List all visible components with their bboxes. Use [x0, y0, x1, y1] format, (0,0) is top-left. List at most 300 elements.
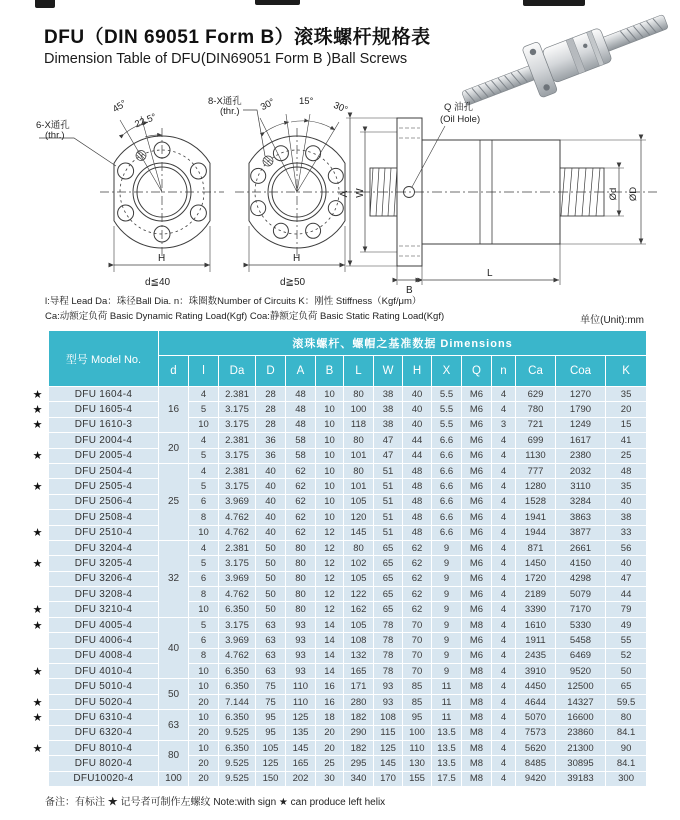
star-placeholder	[27, 756, 49, 771]
column-header-Da: Da	[219, 356, 256, 387]
spec-cell: 9	[432, 664, 462, 679]
star-placeholder	[27, 510, 49, 525]
spec-cell: 4	[492, 494, 516, 509]
spec-cell: M8	[462, 694, 492, 709]
spec-cell: M8	[462, 725, 492, 740]
spec-cell: 10	[316, 448, 344, 463]
spec-cell: 48	[286, 402, 316, 417]
spec-cell: 40	[403, 387, 432, 402]
spec-cell: 52	[606, 648, 647, 663]
spec-cell: 9	[432, 602, 462, 617]
spec-cell: 80	[286, 587, 316, 602]
spec-cell: 6.350	[219, 710, 256, 725]
spec-cell: 63	[256, 664, 286, 679]
star-placeholder	[27, 648, 49, 663]
spec-cell: 8	[189, 510, 219, 525]
d-group-cell: 40	[159, 617, 189, 679]
spec-cell: 62	[286, 494, 316, 509]
spec-cell: 20	[606, 402, 647, 417]
spec-cell: 108	[344, 633, 374, 648]
spec-cell: 14	[316, 664, 344, 679]
spec-cell: 12	[316, 525, 344, 540]
spec-cell: 12	[316, 587, 344, 602]
spec-cell: 62	[403, 540, 432, 555]
legend-line-2: Ca:动额定负荷 Basic Dynamic Rating Load(Kgf) Coa:静额定负荷 Basic Static Rating Load(Kgf)	[45, 310, 445, 322]
spec-cell: 1610	[516, 617, 556, 632]
dimension-diagram	[12, 92, 672, 294]
spec-cell: 39183	[556, 771, 606, 786]
spec-cell: 48	[403, 494, 432, 509]
flange-large-cond: d≧50	[280, 277, 306, 288]
spec-cell: 65	[374, 602, 403, 617]
spec-cell: 41	[606, 433, 647, 448]
spec-cell: 110	[286, 679, 316, 694]
table-row	[27, 463, 647, 478]
spec-cell: 9	[432, 587, 462, 602]
spec-cell: 50	[256, 602, 286, 617]
spec-cell: 10	[316, 433, 344, 448]
spec-cell: 4	[189, 387, 219, 402]
spec-cell: 5	[189, 556, 219, 571]
spec-cell: 1790	[556, 402, 606, 417]
spec-cell: 4.762	[219, 587, 256, 602]
flange-view-small	[39, 116, 224, 272]
left-helix-star: ★	[27, 617, 49, 632]
spec-cell: 48	[606, 463, 647, 478]
spec-cell: 5	[189, 448, 219, 463]
spec-cell: 7170	[556, 602, 606, 617]
spec-cell: 721	[516, 417, 556, 432]
spec-cell: 10	[316, 387, 344, 402]
table-row	[27, 664, 647, 679]
column-header-B: B	[316, 356, 344, 387]
spec-cell: 118	[344, 417, 374, 432]
spec-cell: 5330	[556, 617, 606, 632]
spec-cell: 162	[344, 602, 374, 617]
spec-cell: 4	[492, 710, 516, 725]
spec-cell: 84.1	[606, 725, 647, 740]
spec-cell: 1270	[556, 387, 606, 402]
title-block	[44, 22, 431, 67]
spec-cell: 4	[492, 679, 516, 694]
spec-cell: 2.381	[219, 540, 256, 555]
model-no: DFU 1605-4	[49, 402, 159, 417]
spec-cell: 10	[189, 664, 219, 679]
spec-cell: 12500	[556, 679, 606, 694]
spec-cell: 8485	[516, 756, 556, 771]
spec-cell: 4	[492, 756, 516, 771]
spec-cell: 80	[344, 540, 374, 555]
spec-cell: 44	[403, 433, 432, 448]
spec-cell: 80	[344, 433, 374, 448]
column-header-A: A	[286, 356, 316, 387]
spec-cell: 51	[374, 525, 403, 540]
spec-cell: 145	[286, 740, 316, 755]
spec-cell: 8	[189, 587, 219, 602]
spec-cell: 20	[189, 756, 219, 771]
table-row	[27, 648, 647, 663]
spec-cell: 170	[374, 771, 403, 786]
spec-cell: 93	[286, 648, 316, 663]
model-column-header: 型号 Model No.	[49, 331, 159, 387]
spec-cell: 10	[316, 417, 344, 432]
flange-small-h-label: H	[158, 253, 166, 264]
d-group-cell: 32	[159, 540, 189, 617]
spec-cell: 11	[432, 694, 462, 709]
spec-cell: 105	[344, 617, 374, 632]
spec-cell: 295	[344, 756, 374, 771]
star-placeholder	[27, 571, 49, 586]
side-dim-b: B	[406, 285, 413, 294]
spec-cell: 5	[189, 479, 219, 494]
spec-cell: 12	[316, 571, 344, 586]
spec-cell: 50	[256, 571, 286, 586]
spec-cell: 4	[492, 540, 516, 555]
spec-cell: 150	[256, 771, 286, 786]
spec-cell: 3.175	[219, 556, 256, 571]
spec-cell: 70	[403, 617, 432, 632]
spec-cell: 4	[189, 463, 219, 478]
spec-cell: 18	[316, 710, 344, 725]
spec-cell: 110	[403, 740, 432, 755]
spec-cell: 1280	[516, 479, 556, 494]
spec-cell: 1249	[556, 417, 606, 432]
spec-cell: 5.5	[432, 417, 462, 432]
column-header-l: l	[189, 356, 219, 387]
spec-cell: M6	[462, 571, 492, 586]
spec-cell: 10	[316, 510, 344, 525]
spec-cell: 4	[492, 587, 516, 602]
spec-cell: 5070	[516, 710, 556, 725]
table-row	[27, 756, 647, 771]
spec-cell: 290	[344, 725, 374, 740]
table-row	[27, 617, 647, 632]
spec-cell: 48	[403, 463, 432, 478]
spec-cell: 4	[492, 525, 516, 540]
spec-cell: M6	[462, 540, 492, 555]
spec-cell: 4450	[516, 679, 556, 694]
table-row	[27, 725, 647, 740]
table-row	[27, 571, 647, 586]
spec-cell: 155	[403, 771, 432, 786]
spec-cell: 6.6	[432, 510, 462, 525]
spec-cell: 56	[606, 540, 647, 555]
group-header-row	[27, 331, 647, 356]
spec-cell: 2189	[516, 587, 556, 602]
spec-cell: 105	[344, 571, 374, 586]
spec-cell: 17.5	[432, 771, 462, 786]
spec-cell: 3.175	[219, 617, 256, 632]
footnote: 备注：有标注 ★ 记号者可制作左螺纹 Note:with sign ★ can produce left helix	[45, 797, 386, 808]
spec-cell: 4	[492, 433, 516, 448]
spec-cell: 340	[344, 771, 374, 786]
spec-cell: 6.350	[219, 740, 256, 755]
spec-cell: 11	[432, 679, 462, 694]
spec-cell: 14	[316, 617, 344, 632]
spec-cell: 3.175	[219, 402, 256, 417]
spec-cell: 47	[606, 571, 647, 586]
flange-small-thr-label: (thr.)	[45, 130, 65, 141]
spec-cell: 3.175	[219, 448, 256, 463]
model-no: DFU 3210-4	[49, 602, 159, 617]
star-placeholder	[27, 540, 49, 555]
spec-cell: 48	[403, 479, 432, 494]
spec-cell: 65	[374, 556, 403, 571]
spec-cell: 13.5	[432, 725, 462, 740]
flange-small-angle2: 22.5°	[133, 111, 159, 131]
spec-table-wrap	[26, 330, 647, 787]
spec-cell: M6	[462, 479, 492, 494]
column-header-X: X	[432, 356, 462, 387]
model-no: DFU 1604-4	[49, 387, 159, 402]
spec-cell: 38	[606, 510, 647, 525]
spec-cell: 78	[374, 648, 403, 663]
spec-cell: 5	[189, 617, 219, 632]
spec-cell: 11	[432, 710, 462, 725]
table-row	[27, 710, 647, 725]
model-no: DFU 3204-4	[49, 540, 159, 555]
spec-cell: 9420	[516, 771, 556, 786]
spec-cell: 100	[403, 725, 432, 740]
spec-cell: 1941	[516, 510, 556, 525]
spec-cell: 10	[189, 525, 219, 540]
spec-cell: 4	[492, 387, 516, 402]
spec-cell: 2.381	[219, 387, 256, 402]
star-placeholder	[27, 587, 49, 602]
spec-cell: 280	[344, 694, 374, 709]
page-title: DFU（DIN 69051 Form B）滚珠螺杆规格表	[44, 27, 431, 48]
spec-cell: 6.6	[432, 525, 462, 540]
spec-cell: M8	[462, 617, 492, 632]
model-no: DFU 2005-4	[49, 448, 159, 463]
spec-cell: 62	[286, 463, 316, 478]
scan-artifact	[35, 0, 55, 8]
spec-cell: 62	[403, 602, 432, 617]
spec-cell: 16	[316, 694, 344, 709]
spec-cell: 90	[606, 740, 647, 755]
left-helix-star: ★	[27, 448, 49, 463]
spec-cell: 1944	[516, 525, 556, 540]
spec-cell: 5458	[556, 633, 606, 648]
model-no: DFU 4006-4	[49, 633, 159, 648]
spec-cell: 62	[286, 510, 316, 525]
d-group-cell: 50	[159, 679, 189, 710]
spec-cell: 20	[316, 740, 344, 755]
spec-cell: 51	[374, 479, 403, 494]
spec-cell: 145	[344, 525, 374, 540]
spec-cell: 35	[606, 479, 647, 494]
spec-cell: 105	[256, 740, 286, 755]
side-dim-a: A	[339, 190, 350, 198]
spec-cell: 777	[516, 463, 556, 478]
spec-cell: 3877	[556, 525, 606, 540]
flange-large-angle2: 15°	[299, 96, 314, 107]
spec-cell: 7.144	[219, 694, 256, 709]
spec-cell: 4	[492, 771, 516, 786]
spec-cell: 75	[256, 679, 286, 694]
spec-cell: 2435	[516, 648, 556, 663]
spec-cell: 95	[256, 725, 286, 740]
spec-cell: 48	[286, 417, 316, 432]
spec-cell: 10	[189, 417, 219, 432]
spec-cell: 38	[374, 402, 403, 417]
spec-cell: M8	[462, 771, 492, 786]
spec-cell: 3.969	[219, 633, 256, 648]
model-no: DFU 4005-4	[49, 617, 159, 632]
flange-large-holes-label: 8-X通孔	[208, 96, 242, 107]
table-row	[27, 433, 647, 448]
d-group-cell: 63	[159, 710, 189, 741]
spec-cell: 65	[374, 571, 403, 586]
spec-cell: 10	[316, 479, 344, 494]
spec-table-body	[27, 387, 647, 787]
column-header-Q: Q	[462, 356, 492, 387]
spec-cell: 25	[316, 756, 344, 771]
left-helix-star: ★	[27, 602, 49, 617]
table-row	[27, 694, 647, 709]
spec-cell: 6.350	[219, 664, 256, 679]
spec-cell: 85	[403, 694, 432, 709]
spec-cell: 20	[189, 771, 219, 786]
spec-cell: 12	[316, 602, 344, 617]
spec-cell: 10	[189, 740, 219, 755]
spec-cell: 5620	[516, 740, 556, 755]
spec-cell: 125	[256, 756, 286, 771]
spec-cell: 2032	[556, 463, 606, 478]
spec-cell: 13.5	[432, 756, 462, 771]
spec-cell: 9	[432, 617, 462, 632]
column-header-n: n	[492, 356, 516, 387]
spec-cell: 1720	[516, 571, 556, 586]
spec-cell: 4	[189, 433, 219, 448]
spec-cell: 7573	[516, 725, 556, 740]
model-no: DFU 2510-4	[49, 525, 159, 540]
spec-cell: 1911	[516, 633, 556, 648]
spec-cell: 80	[344, 463, 374, 478]
column-header-W: W	[374, 356, 403, 387]
spec-cell: 122	[344, 587, 374, 602]
spec-cell: 1130	[516, 448, 556, 463]
spec-cell: 50	[256, 540, 286, 555]
spec-cell: 80	[286, 571, 316, 586]
page-subtitle: Dimension Table of DFU(DIN69051 Form B )Ball Screws	[44, 51, 408, 67]
spec-cell: 65	[374, 587, 403, 602]
spec-cell: 9	[432, 556, 462, 571]
side-dim-l: L	[487, 268, 493, 279]
spec-cell: 4298	[556, 571, 606, 586]
spec-cell: 10	[189, 679, 219, 694]
spec-cell: 10	[189, 710, 219, 725]
spec-cell: 6469	[556, 648, 606, 663]
spec-cell: 95	[256, 710, 286, 725]
spec-cell: 9.525	[219, 756, 256, 771]
spec-cell: 93	[374, 694, 403, 709]
spec-cell: 50	[256, 556, 286, 571]
model-no: DFU 3206-4	[49, 571, 159, 586]
side-dim-d-big: ØD	[628, 186, 639, 202]
side-dim-w: W	[355, 188, 366, 198]
table-row	[27, 633, 647, 648]
side-oil-label-en: (Oil Hole)	[440, 114, 481, 125]
spec-cell: 36	[256, 433, 286, 448]
table-row	[27, 771, 647, 786]
spec-cell: 3390	[516, 602, 556, 617]
spec-cell: 135	[286, 725, 316, 740]
star-placeholder	[27, 679, 49, 694]
spec-cell: 80	[286, 556, 316, 571]
spec-cell: 36	[256, 448, 286, 463]
spec-cell: 25	[606, 448, 647, 463]
spec-cell: 6.350	[219, 679, 256, 694]
spec-cell: 10	[189, 602, 219, 617]
spec-cell: 49	[606, 617, 647, 632]
spec-cell: 51	[374, 494, 403, 509]
spec-cell: 5.5	[432, 402, 462, 417]
spec-cell: 3.175	[219, 417, 256, 432]
star-placeholder	[27, 633, 49, 648]
model-no: DFU 2504-4	[49, 463, 159, 478]
spec-cell: 63	[256, 648, 286, 663]
spec-cell: 58	[286, 448, 316, 463]
spec-cell: 59.5	[606, 694, 647, 709]
flange-small-holes-label: 6-X通孔	[36, 120, 70, 131]
spec-cell: M6	[462, 587, 492, 602]
spec-cell: 28	[256, 402, 286, 417]
flange-large-thr-label: (thr.)	[220, 106, 240, 117]
spec-cell: 4	[492, 556, 516, 571]
spec-cell: 50	[606, 664, 647, 679]
spec-cell: M8	[462, 664, 492, 679]
spec-cell: 62	[403, 556, 432, 571]
spec-cell: M6	[462, 433, 492, 448]
left-helix-star: ★	[27, 740, 49, 755]
spec-cell: 65	[374, 540, 403, 555]
spec-cell: 8	[189, 648, 219, 663]
spec-cell: M6	[462, 510, 492, 525]
spec-cell: 48	[403, 510, 432, 525]
d-group-cell: 16	[159, 387, 189, 433]
star-placeholder	[27, 771, 49, 786]
spec-cell: 15	[606, 417, 647, 432]
spec-cell: 44	[606, 587, 647, 602]
spec-cell: 47	[374, 448, 403, 463]
left-helix-star: ★	[27, 710, 49, 725]
model-no: DFU 6320-4	[49, 725, 159, 740]
spec-cell: 4.762	[219, 510, 256, 525]
spec-cell: 4	[492, 694, 516, 709]
column-header-Ca: Ca	[516, 356, 556, 387]
spec-cell: 40	[256, 525, 286, 540]
spec-cell: 78	[374, 633, 403, 648]
spec-cell: 14	[316, 648, 344, 663]
spec-cell: 3910	[516, 664, 556, 679]
spec-cell: M6	[462, 417, 492, 432]
star-placeholder	[27, 463, 49, 478]
spec-cell: 40	[256, 510, 286, 525]
spec-cell: 58	[286, 433, 316, 448]
left-helix-star: ★	[27, 556, 49, 571]
spec-cell: M8	[462, 756, 492, 771]
spec-cell: 5	[189, 402, 219, 417]
spec-cell: 115	[374, 725, 403, 740]
spec-cell: 6.6	[432, 433, 462, 448]
spec-cell: M6	[462, 648, 492, 663]
flange-large-angle1: 30°	[258, 96, 277, 113]
spec-cell: 4	[492, 617, 516, 632]
column-header-d: d	[159, 356, 189, 387]
spec-cell: 48	[403, 525, 432, 540]
spec-cell: 125	[374, 740, 403, 755]
